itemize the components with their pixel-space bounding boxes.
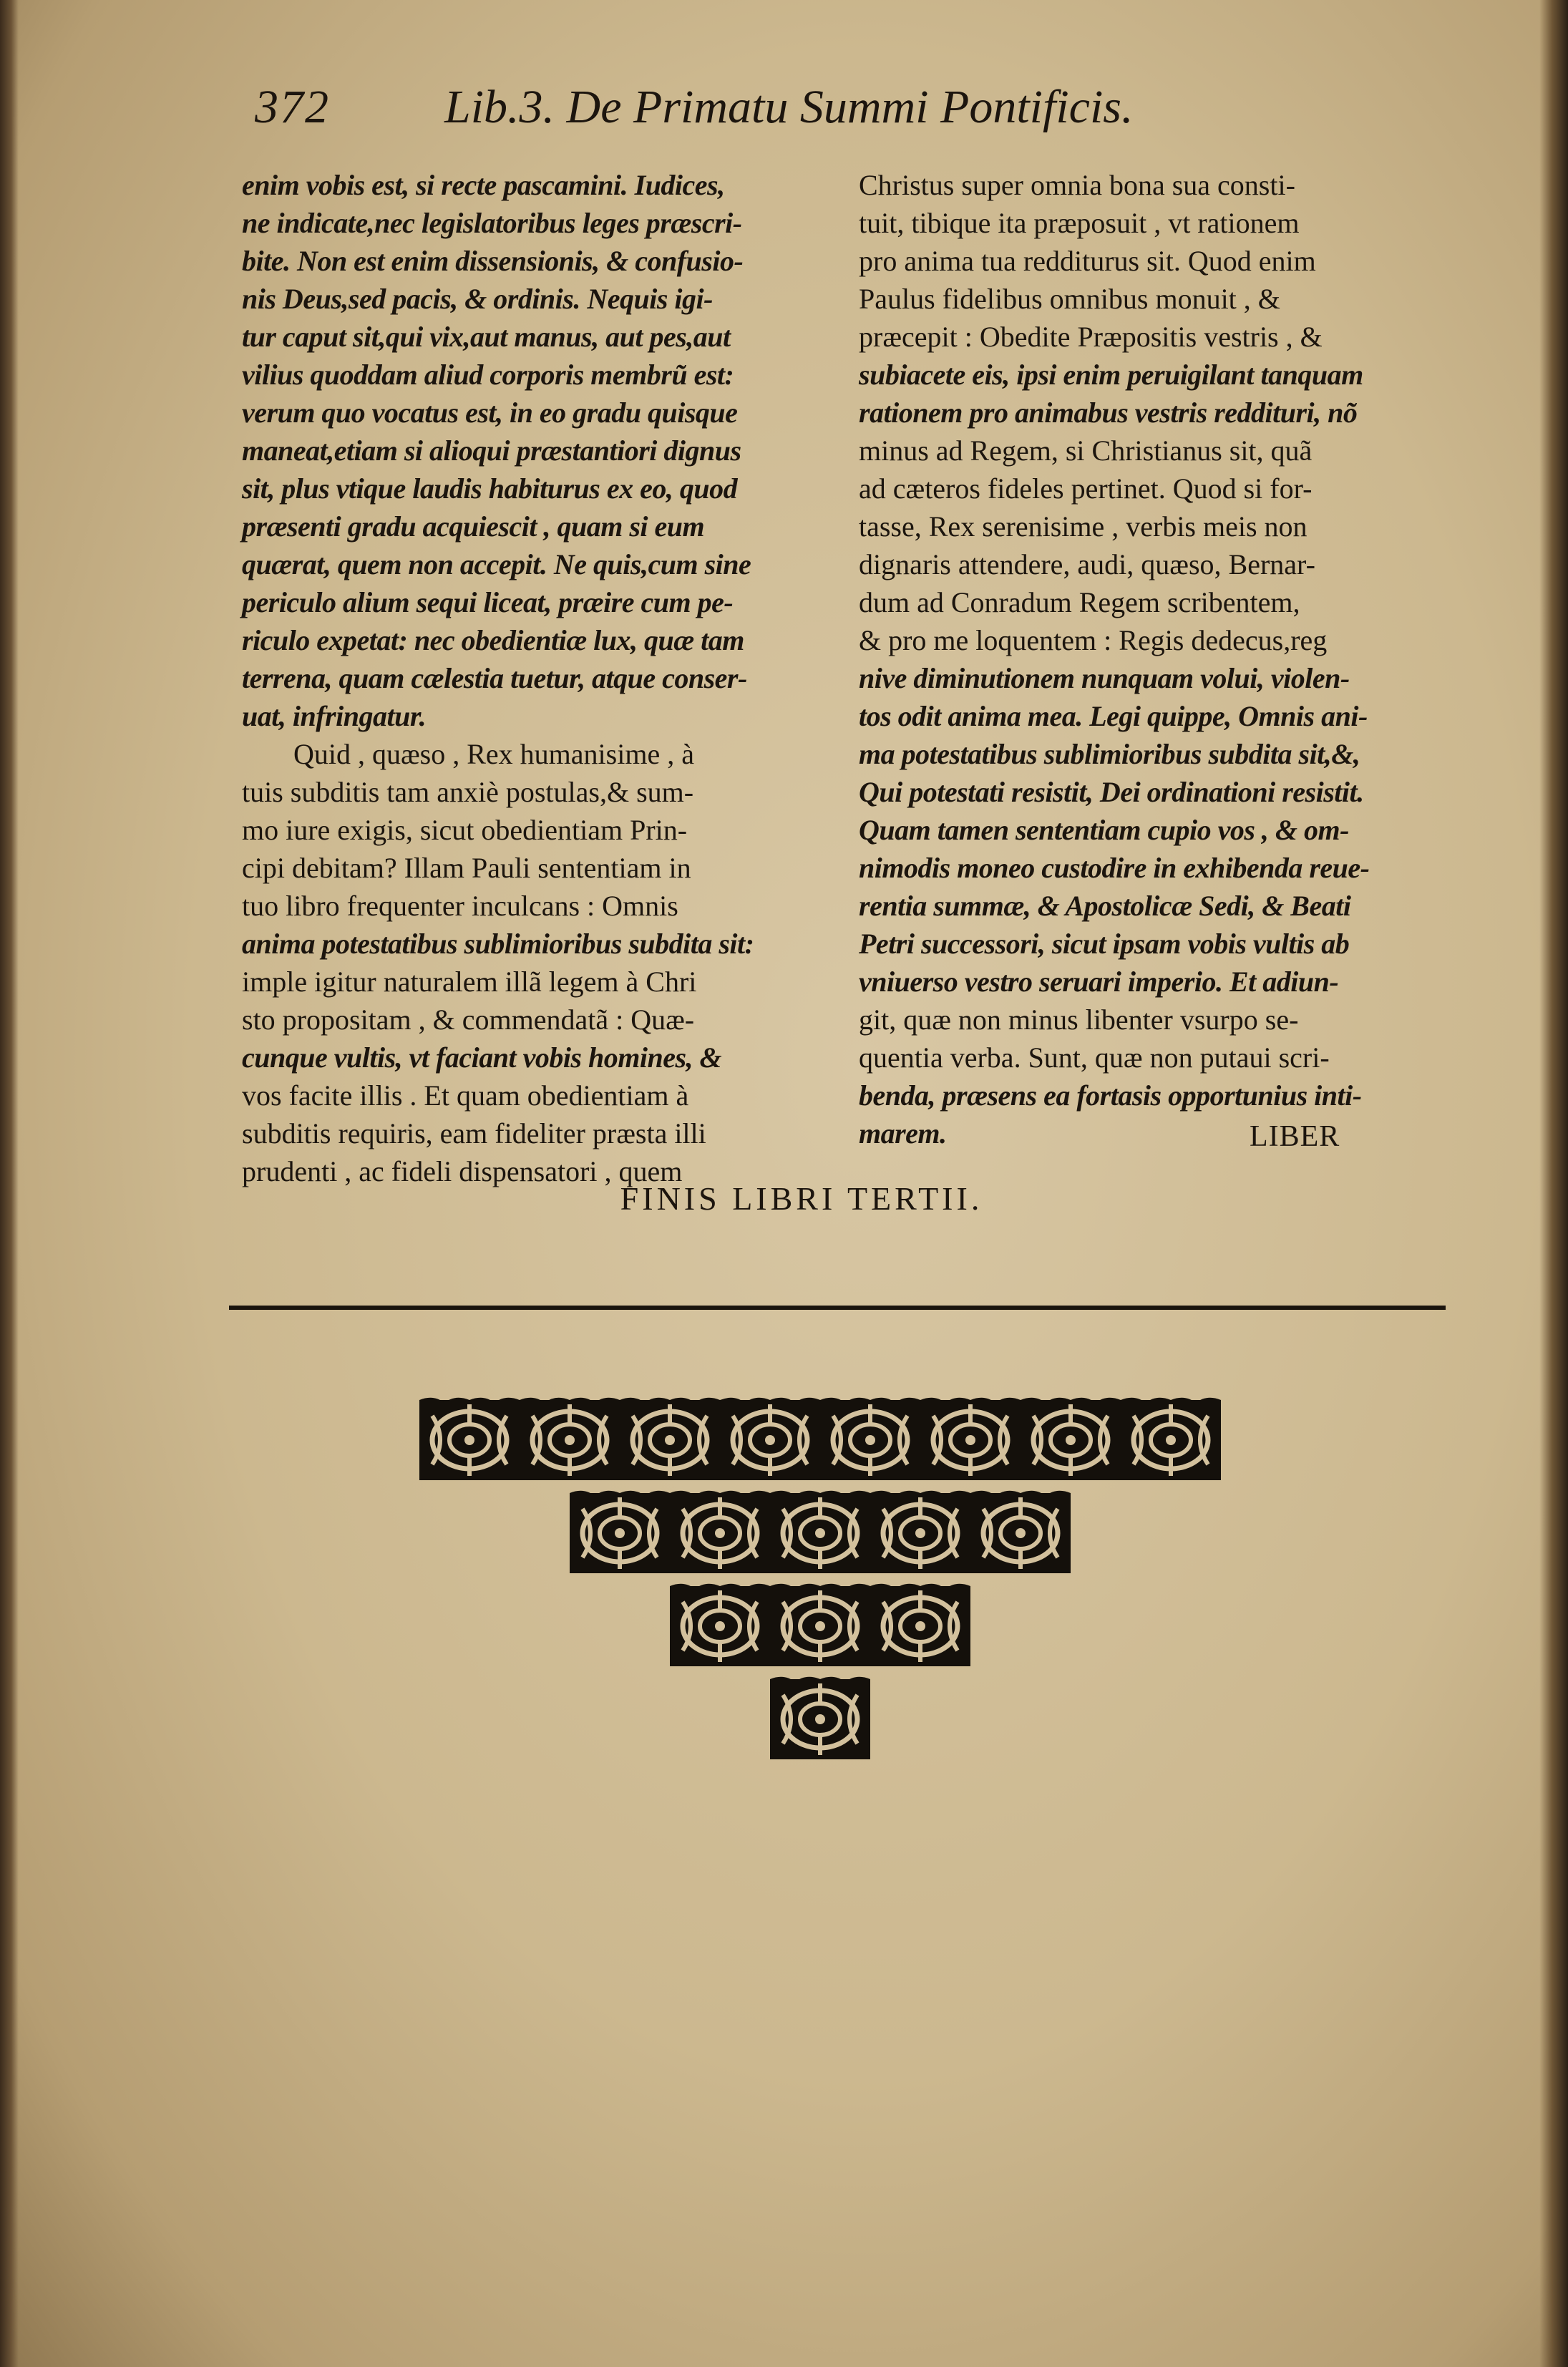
text-line: tos odit anima mea. Legi quippe, Omnis ani-: [859, 700, 1368, 732]
text-line: terrena, quam cælestia tuetur, atque conser-: [242, 662, 747, 694]
fleuron-tile-icon: [720, 1398, 820, 1480]
text-line: dignaris attendere, audi, quæso, Bernar-: [859, 548, 1315, 580]
page-number: 372: [255, 81, 330, 133]
horizontal-rule: [229, 1306, 1446, 1310]
text-line: præsenti gradu acquiescit , quam si eum: [242, 510, 705, 543]
fleuron-ornament-icon: [412, 1394, 1228, 1795]
text-line: vniuerso vestro seruari imperio. Et adiun-: [859, 966, 1339, 998]
text-line: Quam tamen sententiam cupio vos , & om-: [859, 814, 1349, 846]
fleuron-row: [670, 1580, 970, 1672]
text-line: & pro me loquentem : Regis dedecus,reg: [859, 624, 1328, 656]
text-line: periculo alium sequi liceat, præire cum pe-: [242, 586, 734, 618]
fleuron-tile-icon: [570, 1491, 670, 1573]
text-line: dum ad Conradum Regem scribentem,: [859, 586, 1300, 618]
text-line: cunque vultis, vt faciant vobis homines, &: [242, 1041, 722, 1074]
page-edge: [1539, 0, 1568, 2367]
text-line: rentia summæ, & Apostolicæ Sedi, & Beati: [859, 890, 1351, 922]
finis-line: FINIS LIBRI TERTII.: [620, 1180, 983, 1217]
fleuron-tile-icon: [970, 1491, 1071, 1573]
text-line: bite. Non est enim dissensionis, & confusio-: [242, 245, 744, 277]
text-line: benda, præsens ea fortasis opportunius inti-: [859, 1079, 1362, 1112]
fleuron-tile-icon: [770, 1491, 870, 1573]
text-line: subiacete eis, ipsi enim peruigilant tanquam: [859, 359, 1363, 391]
text-line: uat, infringatur.: [242, 700, 427, 732]
text-line: tasse, Rex serenisime , verbis meis non: [859, 510, 1308, 543]
text-line: tuit, tibique ita præposuit , vt rationem: [859, 207, 1300, 239]
text-line: pro anima tua redditurus sit. Quod enim: [859, 245, 1316, 277]
text-line: riculo expetat: nec obedientiæ lux, quæ tam: [242, 624, 744, 656]
fleuron-tile-icon: [820, 1398, 920, 1480]
text-line: Quid , quæso , Rex humanisime , à: [293, 738, 694, 770]
text-line: enim vobis est, si recte pascamini. Iudices,: [242, 169, 725, 201]
text-line: ma potestatibus sublimioribus subdita sit,&,: [859, 738, 1360, 770]
text-line: ad cæteros fideles pertinet. Quod si for-: [859, 472, 1313, 505]
fleuron-tile-icon: [670, 1584, 770, 1666]
text-line: Qui potestati resistit, Dei ordinationi resistit.: [859, 776, 1364, 808]
running-title: Lib.3. De Primatu Summi Pontificis.: [444, 81, 1134, 133]
text-line: maneat,etiam si alioqui præstantiori dignus: [242, 434, 741, 467]
fleuron-tile-icon: [419, 1398, 520, 1480]
binding-gutter: [0, 0, 19, 2367]
catchword: LIBER: [1250, 1120, 1340, 1153]
fleuron-tile-icon: [1021, 1398, 1121, 1480]
text-line: sto propositam , & commendatã : Quæ-: [242, 1003, 695, 1036]
text-line: mo iure exigis, sicut obedientiam Prin-: [242, 814, 688, 846]
text-line: cipi debitam? Illam Pauli sententiam in: [242, 852, 691, 884]
page-header: [255, 80, 1242, 152]
fleuron-tile-icon: [670, 1491, 770, 1573]
text-line: verum quo vocatus est, in eo gradu quisque: [242, 397, 738, 429]
text-line: ne indicate,nec legislatoribus leges præscri-: [242, 207, 742, 239]
right-column: [859, 166, 1388, 1152]
text-line: tuo libro frequenter inculcans : Omnis: [242, 890, 678, 922]
fleuron-tile-icon: [620, 1398, 720, 1480]
text-line: rationem pro animabus vestris reddituri, nõ: [859, 397, 1358, 429]
text-line: vilius quoddam aliud corporis membrũ est:: [242, 359, 734, 391]
text-line: nis Deus,sed pacis, & ordinis. Nequis igi-: [242, 283, 713, 315]
fleuron-tile-icon: [520, 1398, 620, 1480]
text-line: sit, plus vtique laudis habiturus ex eo, quod: [242, 472, 738, 505]
fleuron-tile-icon: [770, 1677, 870, 1759]
fleuron-tile-icon: [770, 1584, 870, 1666]
text-line: tur caput sit,qui vix,aut manus, aut pes,aut: [242, 321, 731, 353]
text-line: quentia verba. Sunt, quæ non putaui scri-: [859, 1041, 1330, 1074]
text-line: nive diminutionem nunquam volui, violen-: [859, 662, 1350, 694]
left-column: [242, 166, 777, 1190]
text-line: imple igitur naturalem illã legem à Chri: [242, 966, 697, 998]
fleuron-row: [570, 1487, 1071, 1579]
text-line: Christus super omnia bona sua consti-: [859, 169, 1295, 201]
text-line: subditis requiris, eam fideliter præsta illi: [242, 1117, 706, 1150]
fleuron-row: [770, 1673, 870, 1765]
text-line: prudenti , ac fideli dispensatori , quem: [242, 1155, 683, 1187]
fleuron-tile-icon: [870, 1491, 970, 1573]
text-line: anima potestatibus sublimioribus subdita sit:: [242, 928, 754, 960]
text-line: git, quæ non minus libenter vsurpo se-: [859, 1003, 1299, 1036]
text-line: præcepit : Obedite Præpositis vestris , &: [859, 321, 1323, 353]
text-line: Petri successori, sicut ipsam vobis vultis ab: [859, 928, 1350, 960]
fleuron-tile-icon: [1121, 1398, 1221, 1480]
fleuron-tile-icon: [920, 1398, 1021, 1480]
text-line: tuis subditis tam anxiè postulas,& sum-: [242, 776, 694, 808]
text-line: Paulus fidelibus omnibus monuit , &: [859, 283, 1280, 315]
fleuron-tile-icon: [870, 1584, 970, 1666]
fleuron-row: [419, 1394, 1221, 1486]
text-line: marem.: [859, 1117, 947, 1150]
text-line: nimodis moneo custodire in exhibenda reue-: [859, 852, 1370, 884]
text-line: vos facite illis . Et quam obedientiam à: [242, 1079, 689, 1112]
text-line: minus ad Regem, si Christianus sit, quã: [859, 434, 1313, 467]
text-line: quærat, quem non accepit. Ne quis,cum sine: [242, 548, 751, 580]
